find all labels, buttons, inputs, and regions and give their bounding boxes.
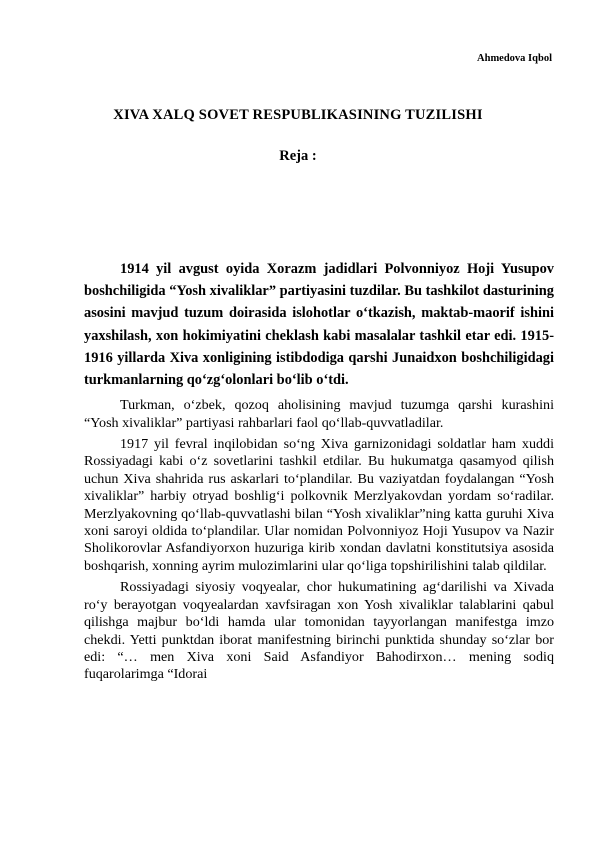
paragraph: 1914 yil avgust oyida Xorazm jadidlari Polvonniyoz Hoji Yusupov boshchiligida “Yosh xivaliklar” partiyasini tuzdilar. Bu tashkilot dasturining asosini mavjud tuzum doirasida islohotlar o‘tkazish, maktab-maorif ishini yaxshilash, xon hokimiyatini cheklash kabi masalalar tashkil etar edi. 1915-1916 yillarda Xiva xonligining istibdodiga qarshi Junaidxon boshchiligidagi turkmanlarning qo‘zg‘olonlari bo‘lib o‘tdi. [84,261,554,389]
paragraph: Turkman, o‘zbek, qozoq aholisining mavjud tuzumga qarshi kurashini “Yosh xivaliklar” partiyasi rahbarlari faol qo‘llab-quvvatladilar. [84,397,554,431]
plan-heading: Reja : [279,148,317,164]
paragraph: Rossiyadagi siyosiy voqyealar, chor hukumatining ag‘darilishi va Xivada ro‘y berayotgan voqyealardan xavfsiragan xon Yosh xivaliklar talablarini qabul qilishga majbur bo‘ldi hamda ular tomonidan tayyorlangan manifestga imzo chekdi. Yetti punktdan iborat manifestning birinchi punktida shunday so‘zlar bor edi: “… men Xiva xoni Said Asfandiyor Bahodirxon… mening sodiq fuqarolarimga “Idorai [84,579,554,683]
document-body [84,258,554,688]
paragraph: 1917 yil fevral inqilobidan so‘ng Xiva garnizonidagi soldatlar ham xuddi Rossiyadagi kabi o‘z sovetlarini tashkil etdilar. Bu hukumatga qasamyod qilish uchun Xiva shahrida rus askarlari to‘plandilar. Bu vaziyatdan foydalangan “Yosh xivaliklar” harbiy otryad boshlig‘i polkovnik Merzlyakovdan yordam so‘radilar. Merzlyakovning qo‘llab-quvvatlashi bilan “Yosh xivaliklar”ning katta guruhi Xiva xoni saroyi oldida to‘plandilar. Ular nomidan Polvonniyoz Hoji Yusupov va Nazir Sholikorovlar Asfandiyorxon huzuriga kirib xondan davlatni konstitutsiya asosida boshqarish, xonning ayrim mulozimlarini ular qo‘liga topshirilishini talab qildilar. [84,436,554,574]
author-name: Ahmedova Iqbol [477,53,552,64]
document-title: XIVA XALQ SOVET RESPUBLIKASINING TUZILISHI [113,107,483,123]
